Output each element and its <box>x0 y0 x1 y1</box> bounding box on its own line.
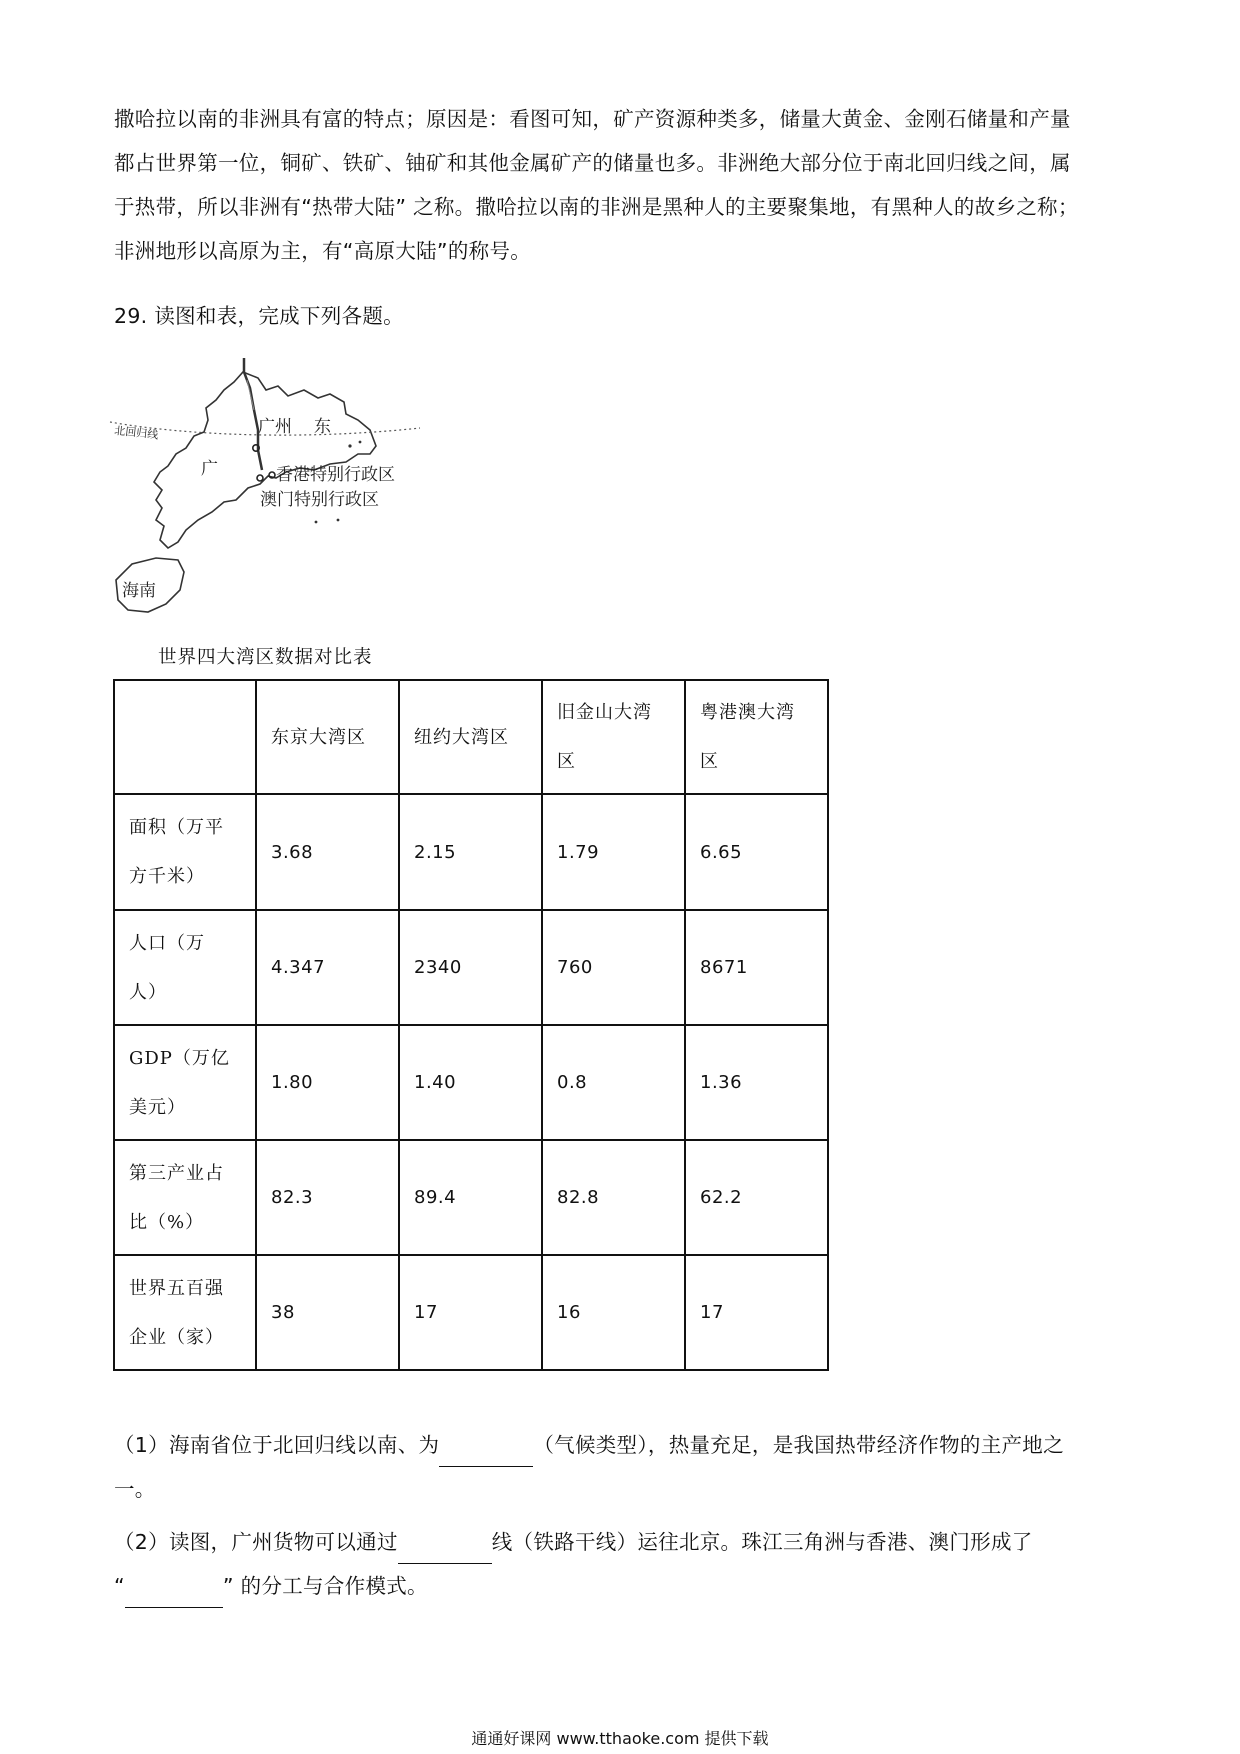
table-cell: 4.347 <box>256 910 399 1025</box>
table-cell: 6.65 <box>685 794 828 910</box>
hainan-label: 海南 <box>122 581 156 601</box>
question-1 <box>114 1423 1124 1511</box>
table-cell: 17 <box>399 1255 542 1370</box>
table-cell: 2.15 <box>399 794 542 910</box>
guang-label: 广 <box>201 459 218 479</box>
header-text: 区 <box>700 751 719 772</box>
row-label-cell <box>114 1255 256 1370</box>
header-text: 粤港澳大湾 <box>700 702 795 723</box>
q1-answer-blank[interactable] <box>439 1442 533 1467</box>
q2-line <box>114 1520 1124 1564</box>
row-label-cell <box>114 1025 256 1140</box>
header-cell <box>685 680 828 794</box>
bay-area-table <box>113 679 829 1371</box>
row-label-cell <box>114 910 256 1025</box>
q2-model-blank[interactable] <box>125 1583 223 1608</box>
q2-text-after: 线（铁路干线）运往北京。珠江三角洲与香港、澳门形成了 <box>491 1530 1033 1554</box>
table-cell: 82.3 <box>256 1140 399 1255</box>
q1-text-before: （1）海南省位于北回归线以南、为 <box>114 1433 440 1457</box>
table-cell: 2340 <box>399 910 542 1025</box>
q2-line-2 <box>114 1564 1124 1608</box>
table-cell: 38 <box>256 1255 399 1370</box>
header-cell <box>256 680 399 794</box>
table-cell: 1.79 <box>542 794 685 910</box>
row-label-text: 企业（家） <box>129 1326 224 1348</box>
table-row <box>114 910 828 1025</box>
table-row <box>114 1025 828 1140</box>
table-cell: 8671 <box>685 910 828 1025</box>
hongkong-label: 香港特别行政区 <box>276 465 395 485</box>
table-row <box>114 794 828 910</box>
intro-line: 都占世界第一位，铜矿、铁矿、铀矿和其他金属矿产的储量也多。非洲绝大部分位于南北回归线之间，属 <box>114 151 1071 175</box>
railway-line-shadow <box>247 380 254 410</box>
dong-label: 东 <box>314 417 331 437</box>
table-cell: 89.4 <box>399 1140 542 1255</box>
table-cell: 0.8 <box>542 1025 685 1140</box>
table-caption: 世界四大湾区数据对比表 <box>158 647 373 668</box>
table-corner-cell <box>114 680 256 794</box>
row-label-text: 人口（万 <box>129 932 205 954</box>
row-label-cell <box>114 1140 256 1255</box>
tropic-label: 北回归线 <box>113 424 159 442</box>
intro-line: 撒哈拉以南的非洲具有富的特点；原因是：看图可知，矿产资源种类多，储量大黄金、金刚石储量和产量 <box>114 107 1071 131</box>
row-label-text: 第三产业占 <box>129 1162 224 1184</box>
header-text: 纽约大湾区 <box>414 726 509 748</box>
table-cell: 3.68 <box>256 794 399 910</box>
island-dot <box>315 521 318 524</box>
intro-line: 于热带，所以非洲有“热带大陆” 之称。撒哈拉以南的非洲是黑种人的主要聚集地，有黑种人的故乡之称； <box>114 195 1079 219</box>
table-cell: 16 <box>542 1255 685 1370</box>
railway-line <box>244 358 262 470</box>
q2-text-tail: 的分工与合作模式。 <box>233 1574 428 1598</box>
island-dot <box>359 441 362 444</box>
row-label-text: 面积（万平 <box>129 817 224 838</box>
header-cell <box>399 680 542 794</box>
table-cell: 62.2 <box>685 1140 828 1255</box>
table-row <box>114 1255 828 1370</box>
table-cell: 760 <box>542 910 685 1025</box>
intro-line: 非洲地形以高原为主，有“高原大陆”的称号。 <box>114 239 532 263</box>
table-cell: 82.8 <box>542 1140 685 1255</box>
table-cell: 1.40 <box>399 1025 542 1140</box>
header-cell <box>542 680 685 794</box>
header-text: 东京大湾区 <box>271 726 366 748</box>
table-header-row <box>114 680 828 794</box>
question-title: 29. 读图和表，完成下列各题。 <box>114 304 404 328</box>
page-footer: 通通好课网 www.tthaoke.com 提供下载 <box>471 1729 769 1748</box>
macau-marker <box>257 475 263 481</box>
table-cell: 1.80 <box>256 1025 399 1140</box>
q2-railway-blank[interactable] <box>398 1539 492 1564</box>
macau-label: 澳门特别行政区 <box>260 490 379 510</box>
q1-line <box>114 1423 1124 1467</box>
row-label-text: 人） <box>129 981 167 1003</box>
header-text: 区 <box>557 751 576 772</box>
q2-quote-close: ” <box>222 1574 234 1598</box>
q1-text-after: （气候类型），热量充足，是我国热带经济作物的主产地之 <box>533 1433 1064 1457</box>
question-2 <box>114 1520 1124 1608</box>
mainland-outline <box>154 372 376 548</box>
row-label-text: GDP（万亿 <box>129 1047 230 1069</box>
row-label-text: 世界五百强 <box>129 1277 224 1299</box>
guangzhou-label: 广州 <box>258 417 292 437</box>
row-label-text: 比（%） <box>129 1211 205 1233</box>
row-label-cell <box>114 794 256 910</box>
guangdong-map <box>108 350 448 620</box>
intro-paragraph <box>114 97 1124 273</box>
header-text: 旧金山大湾 <box>557 702 652 723</box>
q2-text-before: （2）读图，广州货物可以通过 <box>114 1530 398 1554</box>
table-cell: 17 <box>685 1255 828 1370</box>
q1-cont: 一。 <box>114 1477 156 1501</box>
island-dot <box>348 444 351 447</box>
q2-quote-open: “ <box>114 1574 125 1598</box>
table-row <box>114 1140 828 1255</box>
row-label-text: 美元） <box>129 1096 186 1118</box>
table-cell: 1.36 <box>685 1025 828 1140</box>
row-label-text: 方千米） <box>129 866 205 887</box>
island-dot <box>337 519 340 522</box>
